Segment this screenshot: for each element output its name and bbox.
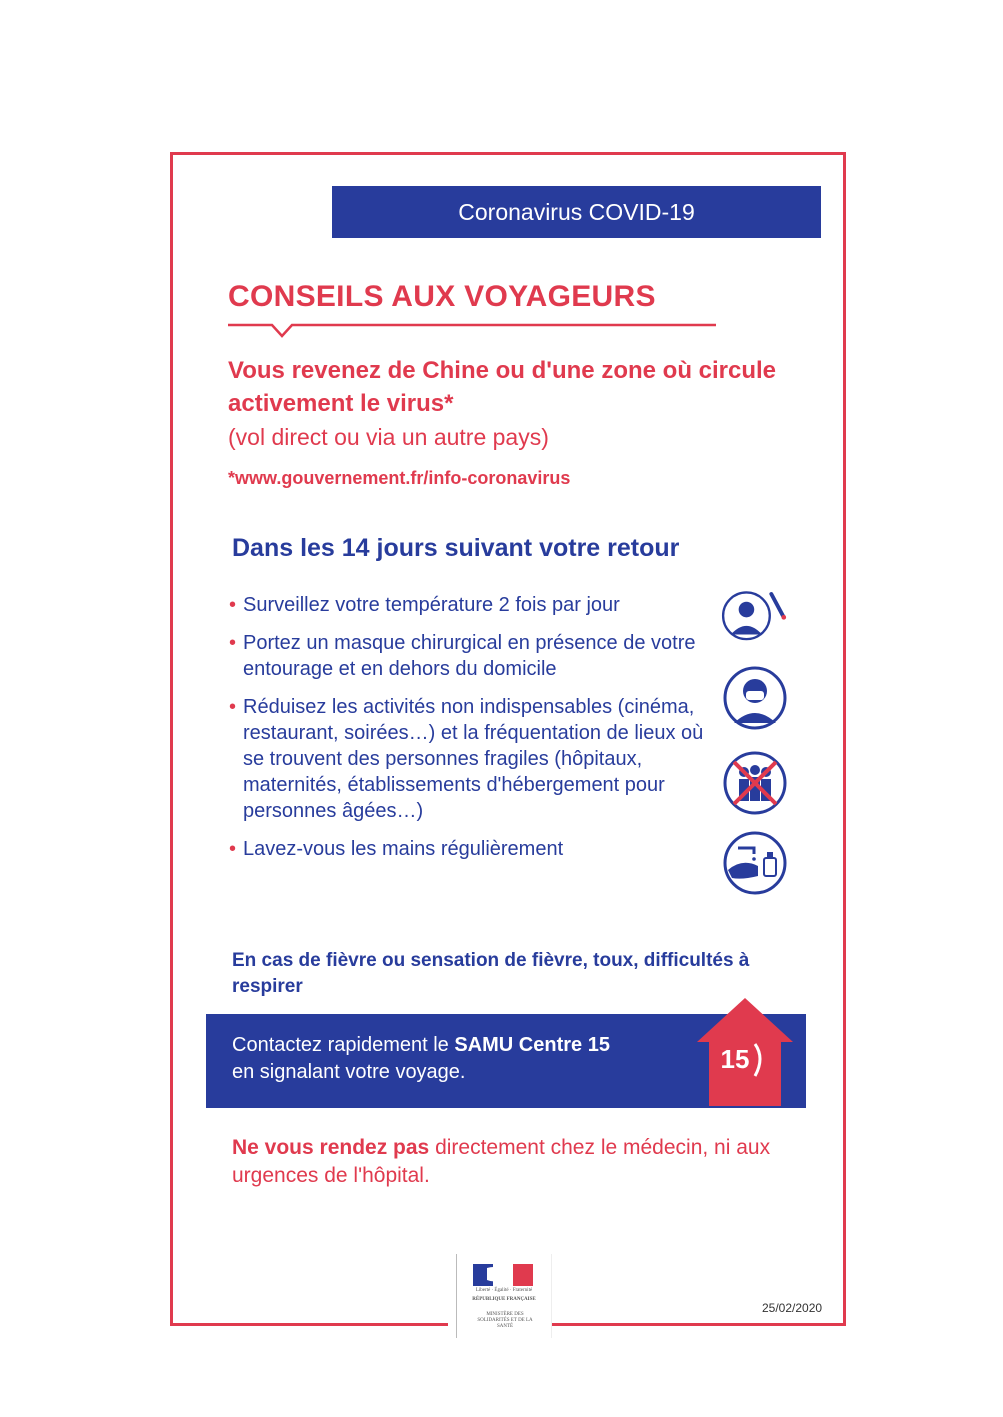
no-crowd-icon (720, 748, 790, 818)
logo-ministry: MINISTÈRE DES SOLIDARITÉS ET DE LA SANTÉ (477, 1312, 533, 1329)
advice-text: Lavez-vous les mains régulièrement (243, 838, 564, 860)
bullet: • (229, 594, 237, 616)
warning-text (232, 1134, 792, 1190)
warning-rest: directement chez le médecin, ni aux urgences de l'hôpital. (232, 1136, 771, 1187)
thermometer-icon (720, 580, 790, 650)
advice-item-temperature (229, 592, 715, 618)
logo-motto: Liberté · Égalité · Fraternité (475, 1288, 533, 1293)
footnote-url: *www.gouvernement.fr/info-coronavirus (228, 468, 571, 488)
ministry-logo (456, 1254, 552, 1338)
contact-emphasis: SAMU Centre 15 (454, 1034, 610, 1056)
logo-republic: RÉPUBLIQUE FRANÇAISE (472, 1297, 536, 1302)
advice-list (229, 592, 715, 874)
advice-item-activities (229, 694, 715, 824)
advice-text: Portez un masque chirurgical en présence de votre entourage et en dehors du domicile (243, 632, 696, 680)
bullet: • (229, 838, 237, 860)
advice-text: Réduisez les activités non indispensables (cinéma, restaurant, soirées…) et la fréquentation de lieux où se trouvent des personnes fragiles (hôpitaux, maternités, établissements d'hébergement pour personnes âgées…) (243, 696, 704, 822)
samu-house-icon (690, 996, 800, 1108)
bullet: • (229, 696, 237, 718)
advice-text: Surveillez votre température 2 fois par jour (243, 594, 620, 616)
contact-text (232, 1032, 702, 1086)
badge-number: 15 (720, 1044, 750, 1074)
contact-prefix: Contactez rapidement le (232, 1034, 455, 1056)
bullet: • (229, 632, 237, 654)
warning-emphasis: Ne vous rendez pas (232, 1136, 430, 1159)
top-banner (332, 186, 821, 238)
section-heading: Dans les 14 jours suivant votre retour (232, 534, 680, 562)
banner-title: Coronavirus COVID-19 (458, 198, 695, 225)
subtitle: Vous revenez de Chine ou d'une zone où circule activement le virus* (228, 357, 777, 417)
advice-item-mask (229, 630, 715, 682)
hand-washing-icon (720, 828, 790, 898)
advice-item-handwash (229, 836, 715, 862)
title-underline (228, 322, 718, 342)
main-title: CONSEILS AUX VOYAGEURS (228, 280, 656, 313)
fever-note: En cas de fièvre ou sensation de fièvre, toux, difficultés à respirer (232, 950, 750, 997)
contact-suffix: en signalant votre voyage. (232, 1061, 466, 1083)
face-mask-icon (720, 663, 790, 733)
subtitle-note: (vol direct ou via un autre pays) (228, 424, 549, 450)
date-stamp: 25/02/2020 (762, 1301, 823, 1315)
